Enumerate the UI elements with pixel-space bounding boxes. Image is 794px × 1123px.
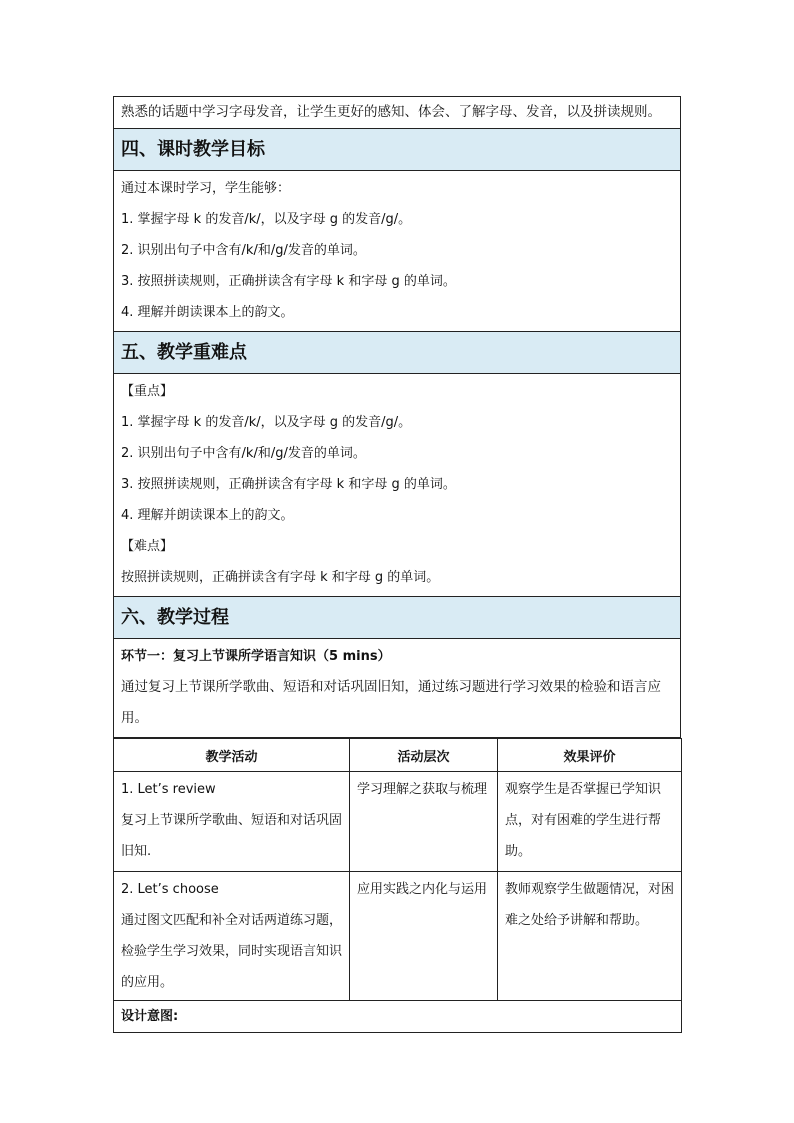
evaluation-cell: 教师观察学生做题情况，对困难之处给予讲解和帮助。: [498, 872, 682, 1001]
section-4-title: 四、课时教学目标: [114, 129, 680, 171]
activity-title: 1. Let’s review: [121, 782, 216, 797]
lesson-plan-table: [113, 96, 681, 738]
section-4-body: [114, 171, 680, 332]
section-6-title: 六、教学过程: [114, 597, 680, 639]
activity-cell: [114, 772, 350, 872]
header-level: 活动层次: [350, 739, 498, 772]
design-intent-label: 设计意图:: [114, 1001, 682, 1033]
step-one-block: [114, 639, 680, 738]
lesson-plan-page: [113, 96, 681, 1033]
activity-cell: [114, 872, 350, 1001]
header-evaluation: 效果评价: [498, 739, 682, 772]
section-4-lead: 通过本课时学习，学生能够：: [121, 181, 291, 196]
intro-text: 熟悉的话题中学习字母发音，让学生更好的感知、体会、了解字母、发音，以及拼读规则。: [114, 97, 680, 129]
objective-item: 3. 按照拼读规则，正确拼读含有字母 k 和字母 g 的单词。: [121, 274, 456, 289]
difficult-point-text: 按照拼读规则，正确拼读含有字母 k 和字母 g 的单词。: [121, 570, 440, 585]
key-point-item: 2. 识别出句子中含有/k/和/g/发音的单词。: [121, 446, 366, 461]
objective-item: 1. 掌握字母 k 的发音/k/，以及字母 g 的发音/g/。: [121, 212, 412, 227]
table-row: [114, 872, 682, 1001]
header-activity: 教学活动: [114, 739, 350, 772]
objective-item: 4. 理解并朗读课本上的韵文。: [121, 305, 294, 320]
table-row: [114, 772, 682, 872]
difficult-points-label: 【难点】: [121, 539, 174, 554]
activity-description: 复习上节课所学歌曲、短语和对话巩固旧知.: [121, 813, 343, 859]
objective-item: 2. 识别出句子中含有/k/和/g/发音的单词。: [121, 243, 366, 258]
section-5-title: 五、教学重难点: [114, 332, 680, 374]
evaluation-cell: 观察学生是否掌握已学知识点，对有困难的学生进行帮助。: [498, 772, 682, 872]
activity-table: [113, 738, 682, 1033]
key-points-label: 【重点】: [121, 384, 174, 399]
activity-description: 通过图文匹配和补全对话两道练习题，检验学生学习效果，同时实现语言知识的应用。: [121, 913, 343, 990]
step-one-description: 通过复习上节课所学歌曲、短语和对话巩固旧知，通过练习题进行学习效果的检验和语言应用。: [121, 679, 661, 726]
key-point-item: 4. 理解并朗读课本上的韵文。: [121, 508, 294, 523]
design-intent-row: [114, 1001, 682, 1033]
activity-title: 2. Let’s choose: [121, 882, 219, 897]
section-5-body: [114, 374, 680, 597]
level-cell: 应用实践之内化与运用: [350, 872, 498, 1001]
level-cell: 学习理解之获取与梳理: [350, 772, 498, 872]
key-point-item: 3. 按照拼读规则，正确拼读含有字母 k 和字母 g 的单词。: [121, 477, 456, 492]
step-one-title: 环节一：复习上节课所学语言知识（5 mins）: [121, 649, 391, 664]
key-point-item: 1. 掌握字母 k 的发音/k/，以及字母 g 的发音/g/。: [121, 415, 412, 430]
activity-table-header: [114, 739, 682, 772]
